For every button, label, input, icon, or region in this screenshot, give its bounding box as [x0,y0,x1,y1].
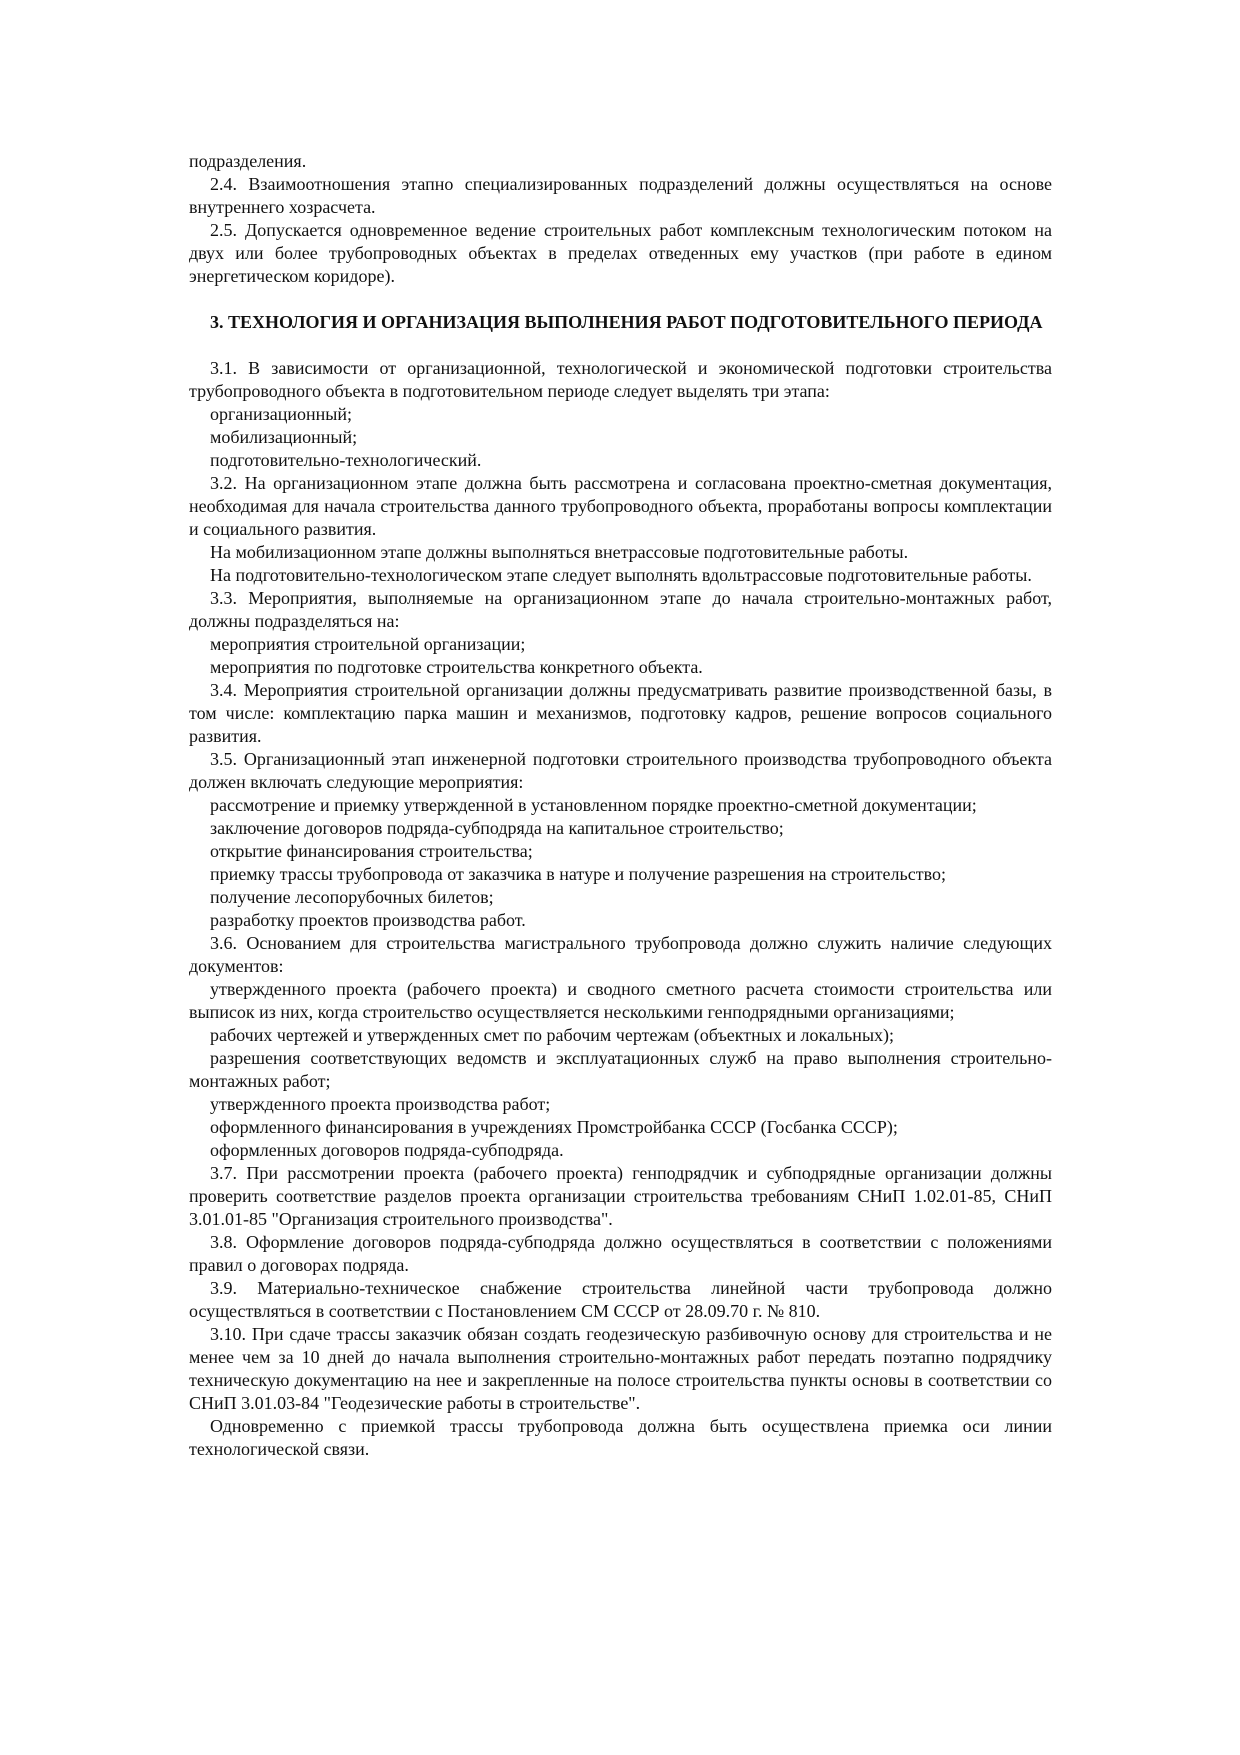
list-item: открытие финансирования строительства; [210,841,533,861]
paragraph: Одновременно с приемкой трассы трубопровода должна быть осуществлена приемка оси линии технологической связи. [189,1416,1052,1459]
list-item: получение лесопорубочных билетов; [210,887,494,907]
list-item: мероприятия строительной организации; [210,634,526,654]
list-item: приемку трассы трубопровода от заказчика в натуре и получение разрешения на строительство; [210,864,946,884]
paragraph: 3.7. При рассмотрении проекта (рабочего проекта) генподрядчик и субподрядные организации должны проверить соответствие разделов проекта организации строительства требованиям СНиП 1.02.01-85, СНиП 3.01.01-85 "Организация строительного производства". [189,1163,1052,1229]
section-heading: 3. ТЕХНОЛОГИЯ И ОРГАНИЗАЦИЯ ВЫПОЛНЕНИЯ РАБОТ ПОДГОТОВИТЕЛЬНОГО ПЕРИОДА [210,312,1043,332]
list-item: рассмотрение и приемку утвержденной в установленном порядке проектно-сметной документации; [210,795,977,815]
list-item: организационный; [210,404,352,424]
list-item: подготовительно-технологический. [210,450,482,470]
paragraph: подразделения. [189,151,307,171]
list-item: рабочих чертежей и утвержденных смет по рабочим чертежам (объектных и локальных); [210,1025,895,1045]
list-item: утвержденного проекта (рабочего проекта) и сводного сметного расчета стоимости строительства или выписок из них, когда строительство осуществляется несколькими генподрядными организациями; [189,979,1052,1022]
paragraph: На подготовительно-технологическом этапе следует выполнять вдольтрассовые подготовительные работы. [210,565,1032,585]
paragraph: 2.4. Взаимоотношения этапно специализированных подразделений должны осуществляться на основе внутреннего хозрасчета. [189,174,1052,217]
document-page [189,150,1052,1461]
list-item: оформленного финансирования в учреждениях Промстройбанка СССР (Госбанка СССР); [210,1117,898,1137]
paragraph: 3.3. Мероприятия, выполняемые на организационном этапе до начала строительно-монтажных работ, должны подразделяться на: [189,588,1052,631]
list-item: утвержденного проекта производства работ; [210,1094,551,1114]
paragraph: 3.1. В зависимости от организационной, технологической и экономической подготовки строительства трубопроводного объекта в подготовительном периоде следует выделять три этапа: [189,358,1052,401]
paragraph: 3.2. На организационном этапе должна быть рассмотрена и согласована проектно-сметная документация, необходимая для начала строительства данного трубопроводного объекта, проработаны вопросы комплектации и социального развития. [189,473,1052,539]
paragraph: 3.8. Оформление договоров подряда-субподряда должно осуществляться в соответствии с положениями правил о договорах подряда. [189,1232,1052,1275]
paragraph: На мобилизационном этапе должны выполняться внетрассовые подготовительные работы. [210,542,909,562]
paragraph: 2.5. Допускается одновременное ведение строительных работ комплексным технологическим потоком на двух или более трубопроводных объектах в пределах отведенных ему участков (при работе в едином энергетическом коридоре). [189,220,1052,286]
list-item: разрешения соответствующих ведомств и эксплуатационных служб на право выполнения строительно-монтажных работ; [189,1048,1052,1091]
list-item: оформленных договоров подряда-субподряда. [210,1140,564,1160]
paragraph: 3.10. При сдаче трассы заказчик обязан создать геодезическую разбивочную основу для строительства и не менее чем за 10 дней до начала выполнения строительно-монтажных работ передать поэтапно подрядчику техническую документацию на нее и закрепленные на полосе строительства пункты основы в соответствии со СНиП 3.01.03-84 "Геодезические работы в строительстве". [189,1324,1052,1413]
list-item: мероприятия по подготовке строительства конкретного объекта. [210,657,703,677]
list-item: разработку проектов производства работ. [210,910,526,930]
paragraph: 3.4. Мероприятия строительной организации должны предусматривать развитие производственной базы, в том числе: комплектацию парка машин и механизмов, подготовку кадров, решение вопросов социального развития. [189,680,1052,746]
list-item: заключение договоров подряда-субподряда на капитальное строительство; [210,818,784,838]
paragraph: 3.6. Основанием для строительства магистрального трубопровода должно служить наличие следующих документов: [189,933,1052,976]
paragraph: 3.5. Организационный этап инженерной подготовки строительного производства трубопроводного объекта должен включать следующие мероприятия: [189,749,1052,792]
paragraph: 3.9. Материально-техническое снабжение строительства линейной части трубопровода должно осуществляться в соответствии с Постановлением СМ СССР от 28.09.70 г. № 810. [189,1278,1052,1321]
list-item: мобилизационный; [210,427,358,447]
